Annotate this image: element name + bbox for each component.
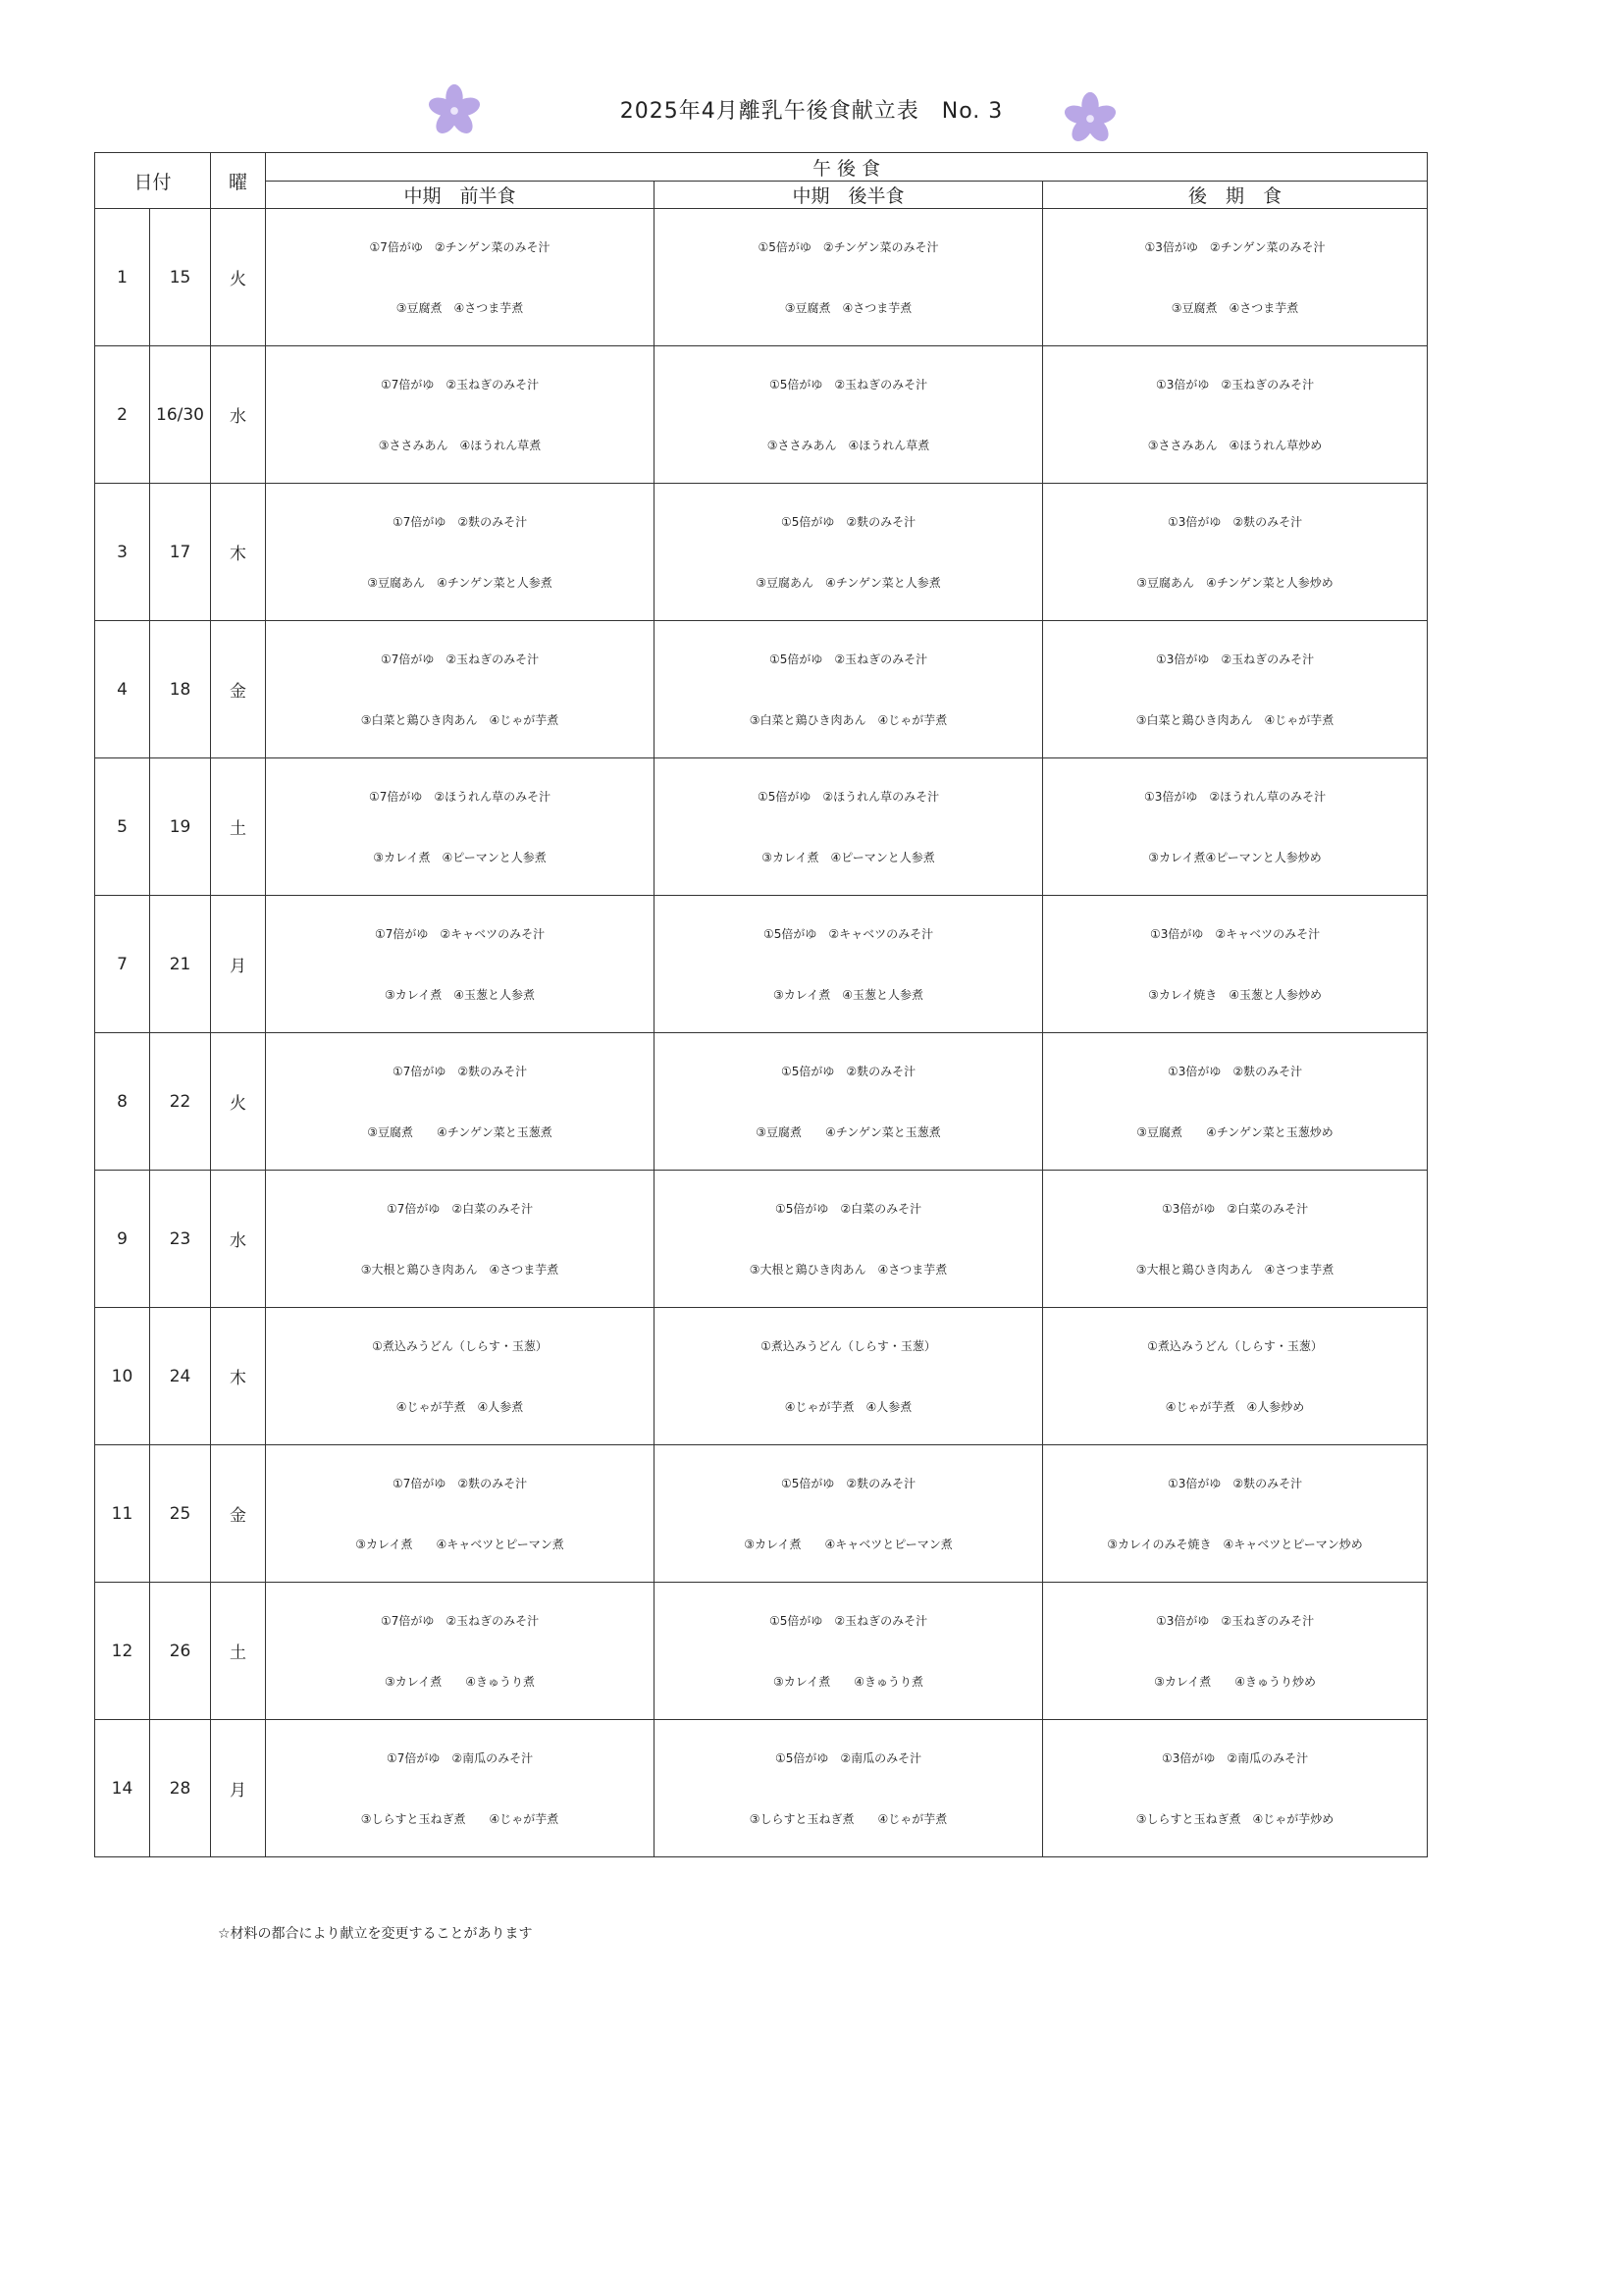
menu-row bbox=[95, 209, 1428, 346]
row-weekday: 月 bbox=[211, 1720, 266, 1857]
meal-line-staple-soup: ①5倍がゆ ②麩のみそ汁 bbox=[780, 1064, 916, 1078]
meal-line-staple-soup: ①5倍がゆ ②麩のみそ汁 bbox=[780, 1476, 916, 1490]
menu-row bbox=[95, 1445, 1428, 1583]
meal-line-staple-soup: ①3倍がゆ ②玉ねぎのみそ汁 bbox=[1155, 377, 1315, 391]
meal-line-staple-soup: ①3倍がゆ ②玉ねぎのみそ汁 bbox=[1155, 652, 1315, 666]
meal-line-staple-soup: ①7倍がゆ ②チンゲン菜のみそ汁 bbox=[369, 239, 550, 254]
meal-line-sides: ③ささみあん ④ほうれん草煮 bbox=[378, 438, 542, 452]
meal-line-staple-soup: ①3倍がゆ ②麩のみそ汁 bbox=[1167, 1064, 1303, 1078]
menu-row bbox=[95, 1171, 1428, 1308]
meal-cell-s3 bbox=[1043, 621, 1428, 758]
meal-line-staple-soup: ①5倍がゆ ②南瓜のみそ汁 bbox=[774, 1750, 922, 1765]
meal-line-sides: ③白菜と鶏ひき肉あん ④じゃが芋煮 bbox=[360, 712, 559, 727]
meal-line-sides: ④じゃが芋煮 ④人参煮 bbox=[395, 1399, 524, 1414]
page-title: 2025年4月離乳午後食献立表 No. 3 bbox=[619, 99, 1004, 124]
meal-line-sides: ③カレイのみそ焼き ④キャベツとピーマン炒め bbox=[1107, 1537, 1363, 1551]
header-stage-late: 後 期 食 bbox=[1043, 182, 1428, 209]
header-date: 日付 bbox=[95, 153, 211, 209]
menu-row bbox=[95, 1720, 1428, 1857]
row-date: 19 bbox=[150, 758, 211, 896]
meal-line-sides: ③豆腐あん ④チンゲン菜と人参煮 bbox=[367, 575, 552, 590]
row-number: 12 bbox=[95, 1583, 150, 1720]
meal-line-staple-soup: ①煮込みうどん（しらす・玉葱） bbox=[760, 1338, 936, 1353]
row-date: 23 bbox=[150, 1171, 211, 1308]
meal-cell-s2 bbox=[654, 1033, 1043, 1171]
menu-row bbox=[95, 758, 1428, 896]
meal-line-sides: ④じゃが芋煮 ④人参炒め bbox=[1165, 1399, 1305, 1414]
meal-line-sides: ③カレイ煮 ④きゅうり煮 bbox=[773, 1674, 923, 1689]
row-number: 9 bbox=[95, 1171, 150, 1308]
header-stage-mid-early: 中期 前半食 bbox=[266, 182, 654, 209]
meal-cell-s1 bbox=[266, 621, 654, 758]
meal-cell-s3 bbox=[1043, 1720, 1428, 1857]
row-number: 11 bbox=[95, 1445, 150, 1583]
meal-line-sides: ③カレイ煮 ④ピーマンと人参煮 bbox=[761, 850, 935, 864]
meal-cell-s3 bbox=[1043, 1445, 1428, 1583]
meal-line-staple-soup: ①3倍がゆ ②麩のみそ汁 bbox=[1167, 1476, 1303, 1490]
meal-cell-s3 bbox=[1043, 1308, 1428, 1445]
meal-line-staple-soup: ①5倍がゆ ②キャベツのみそ汁 bbox=[762, 926, 934, 941]
meal-line-sides: ③豆腐煮 ④さつま芋煮 bbox=[1171, 300, 1299, 315]
row-weekday: 木 bbox=[211, 1308, 266, 1445]
meal-line-staple-soup: ①7倍がゆ ②キャベツのみそ汁 bbox=[374, 926, 546, 941]
meal-line-staple-soup: ①3倍がゆ ②麩のみそ汁 bbox=[1167, 514, 1303, 529]
meal-line-sides: ③しらすと玉ねぎ煮 ④じゃが芋煮 bbox=[360, 1811, 559, 1826]
meal-cell-s3 bbox=[1043, 346, 1428, 484]
row-number: 14 bbox=[95, 1720, 150, 1857]
row-number: 2 bbox=[95, 346, 150, 484]
menu-row bbox=[95, 621, 1428, 758]
meal-line-staple-soup: ①5倍がゆ ②ほうれん草のみそ汁 bbox=[757, 789, 940, 804]
footer-note: ☆材料の都合により献立を変更することがあります bbox=[218, 1926, 533, 1942]
meal-line-sides: ③しらすと玉ねぎ煮 ④じゃが芋炒め bbox=[1135, 1811, 1335, 1826]
meal-line-sides: ③ささみあん ④ほうれん草煮 bbox=[766, 438, 930, 452]
meal-cell-s2 bbox=[654, 896, 1043, 1033]
meal-line-staple-soup: ①煮込みうどん（しらす・玉葱） bbox=[372, 1338, 548, 1353]
meal-line-staple-soup: ①3倍がゆ ②南瓜のみそ汁 bbox=[1161, 1750, 1309, 1765]
row-date: 25 bbox=[150, 1445, 211, 1583]
meal-cell-s1 bbox=[266, 758, 654, 896]
row-date: 22 bbox=[150, 1033, 211, 1171]
meal-line-staple-soup: ①3倍がゆ ②ほうれん草のみそ汁 bbox=[1143, 789, 1327, 804]
menu-table bbox=[94, 152, 1428, 1857]
row-weekday: 火 bbox=[211, 209, 266, 346]
meal-line-staple-soup: ①5倍がゆ ②玉ねぎのみそ汁 bbox=[768, 377, 928, 391]
meal-line-sides: ③白菜と鶏ひき肉あん ④じゃが芋煮 bbox=[1135, 712, 1335, 727]
row-weekday: 土 bbox=[211, 1583, 266, 1720]
meal-cell-s2 bbox=[654, 1171, 1043, 1308]
meal-cell-s1 bbox=[266, 1033, 654, 1171]
meal-line-staple-soup: ①7倍がゆ ②玉ねぎのみそ汁 bbox=[380, 1613, 540, 1628]
meal-cell-s1 bbox=[266, 1171, 654, 1308]
row-number: 1 bbox=[95, 209, 150, 346]
meal-cell-s2 bbox=[654, 621, 1043, 758]
meal-line-staple-soup: ①5倍がゆ ②麩のみそ汁 bbox=[780, 514, 916, 529]
row-number: 8 bbox=[95, 1033, 150, 1171]
row-date: 26 bbox=[150, 1583, 211, 1720]
meal-cell-s1 bbox=[266, 1308, 654, 1445]
meal-line-staple-soup: ①7倍がゆ ②玉ねぎのみそ汁 bbox=[380, 377, 540, 391]
row-weekday: 火 bbox=[211, 1033, 266, 1171]
meal-line-sides: ③カレイ煮 ④玉葱と人参煮 bbox=[385, 987, 535, 1002]
meal-cell-s3 bbox=[1043, 1171, 1428, 1308]
meal-cell-s2 bbox=[654, 346, 1043, 484]
row-weekday: 金 bbox=[211, 621, 266, 758]
meal-line-sides: ③しらすと玉ねぎ煮 ④じゃが芋煮 bbox=[749, 1811, 948, 1826]
meal-cell-s3 bbox=[1043, 1583, 1428, 1720]
menu-row bbox=[95, 1033, 1428, 1171]
meal-line-sides: ③豆腐煮 ④さつま芋煮 bbox=[395, 300, 524, 315]
meal-line-sides: ③ささみあん ④ほうれん草炒め bbox=[1147, 438, 1323, 452]
meal-line-sides: ③豆腐煮 ④チンゲン菜と玉葱煮 bbox=[756, 1124, 941, 1139]
meal-cell-s1 bbox=[266, 1445, 654, 1583]
row-date: 17 bbox=[150, 484, 211, 621]
row-weekday: 木 bbox=[211, 484, 266, 621]
header-weekday: 曜 bbox=[211, 153, 266, 209]
row-weekday: 金 bbox=[211, 1445, 266, 1583]
row-date: 18 bbox=[150, 621, 211, 758]
meal-cell-s1 bbox=[266, 1720, 654, 1857]
meal-line-sides: ③豆腐煮 ④チンゲン菜と玉葱炒め bbox=[1136, 1124, 1334, 1139]
row-weekday: 土 bbox=[211, 758, 266, 896]
meal-cell-s2 bbox=[654, 484, 1043, 621]
meal-line-sides: ③カレイ煮④ピーマンと人参炒め bbox=[1148, 850, 1322, 864]
meal-line-staple-soup: ①5倍がゆ ②白菜のみそ汁 bbox=[774, 1201, 922, 1216]
row-number: 10 bbox=[95, 1308, 150, 1445]
meal-line-sides: ③カレイ煮 ④きゅうり炒め bbox=[1154, 1674, 1316, 1689]
meal-cell-s3 bbox=[1043, 209, 1428, 346]
menu-row bbox=[95, 1308, 1428, 1445]
row-number: 3 bbox=[95, 484, 150, 621]
menu-row bbox=[95, 896, 1428, 1033]
meal-cell-s3 bbox=[1043, 1033, 1428, 1171]
meal-line-sides: ③カレイ焼き ④玉葱と人参炒め bbox=[1148, 987, 1322, 1002]
row-number: 4 bbox=[95, 621, 150, 758]
row-date: 15 bbox=[150, 209, 211, 346]
meal-line-sides: ③豆腐煮 ④さつま芋煮 bbox=[784, 300, 913, 315]
menu-row bbox=[95, 346, 1428, 484]
meal-cell-s1 bbox=[266, 1583, 654, 1720]
meal-line-sides: ③大根と鶏ひき肉あん ④さつま芋煮 bbox=[749, 1262, 948, 1277]
meal-line-staple-soup: ①3倍がゆ ②玉ねぎのみそ汁 bbox=[1155, 1613, 1315, 1628]
row-date: 24 bbox=[150, 1308, 211, 1445]
row-date: 28 bbox=[150, 1720, 211, 1857]
meal-line-sides: ③白菜と鶏ひき肉あん ④じゃが芋煮 bbox=[749, 712, 948, 727]
meal-line-staple-soup: ①7倍がゆ ②玉ねぎのみそ汁 bbox=[380, 652, 540, 666]
menu-row bbox=[95, 1583, 1428, 1720]
meal-cell-s1 bbox=[266, 209, 654, 346]
meal-line-sides: ③カレイ煮 ④キャベツとピーマン煮 bbox=[355, 1537, 564, 1551]
meal-line-staple-soup: ①5倍がゆ ②玉ねぎのみそ汁 bbox=[768, 652, 928, 666]
meal-line-staple-soup: ①7倍がゆ ②ほうれん草のみそ汁 bbox=[368, 789, 551, 804]
meal-line-staple-soup: ①7倍がゆ ②南瓜のみそ汁 bbox=[386, 1750, 534, 1765]
row-number: 7 bbox=[95, 896, 150, 1033]
menu-row bbox=[95, 484, 1428, 621]
row-weekday: 水 bbox=[211, 346, 266, 484]
meal-line-sides: ③カレイ煮 ④ピーマンと人参煮 bbox=[373, 850, 547, 864]
row-weekday: 月 bbox=[211, 896, 266, 1033]
meal-line-sides: ③豆腐あん ④チンゲン菜と人参炒め bbox=[1136, 575, 1334, 590]
meal-cell-s1 bbox=[266, 896, 654, 1033]
meal-cell-s3 bbox=[1043, 896, 1428, 1033]
meal-cell-s3 bbox=[1043, 758, 1428, 896]
meal-line-sides: ④じゃが芋煮 ④人参煮 bbox=[784, 1399, 913, 1414]
header-afternoon-meal: 午 後 食 bbox=[266, 153, 1428, 182]
meal-cell-s2 bbox=[654, 1445, 1043, 1583]
meal-line-staple-soup: ①7倍がゆ ②麩のみそ汁 bbox=[392, 1476, 528, 1490]
menu-body bbox=[95, 209, 1428, 1857]
row-number: 5 bbox=[95, 758, 150, 896]
row-weekday: 水 bbox=[211, 1171, 266, 1308]
meal-cell-s3 bbox=[1043, 484, 1428, 621]
meal-line-staple-soup: ①7倍がゆ ②麩のみそ汁 bbox=[392, 1064, 528, 1078]
meal-cell-s1 bbox=[266, 346, 654, 484]
meal-line-staple-soup: ①3倍がゆ ②白菜のみそ汁 bbox=[1161, 1201, 1309, 1216]
meal-line-sides: ③豆腐煮 ④チンゲン菜と玉葱煮 bbox=[367, 1124, 552, 1139]
meal-cell-s2 bbox=[654, 1308, 1043, 1445]
meal-cell-s2 bbox=[654, 209, 1043, 346]
meal-line-sides: ③大根と鶏ひき肉あん ④さつま芋煮 bbox=[1135, 1262, 1335, 1277]
meal-line-sides: ③カレイ煮 ④玉葱と人参煮 bbox=[773, 987, 923, 1002]
meal-line-staple-soup: ①7倍がゆ ②麩のみそ汁 bbox=[392, 514, 528, 529]
meal-line-staple-soup: ①7倍がゆ ②白菜のみそ汁 bbox=[386, 1201, 534, 1216]
meal-line-staple-soup: ①煮込みうどん（しらす・玉葱） bbox=[1147, 1338, 1323, 1353]
meal-line-sides: ③大根と鶏ひき肉あん ④さつま芋煮 bbox=[360, 1262, 559, 1277]
meal-line-sides: ③カレイ煮 ④キャベツとピーマン煮 bbox=[744, 1537, 953, 1551]
meal-line-staple-soup: ①5倍がゆ ②チンゲン菜のみそ汁 bbox=[758, 239, 939, 254]
header-stage-mid-late: 中期 後半食 bbox=[654, 182, 1043, 209]
meal-cell-s2 bbox=[654, 758, 1043, 896]
meal-line-staple-soup: ①3倍がゆ ②チンゲン菜のみそ汁 bbox=[1144, 239, 1326, 254]
meal-line-sides: ③豆腐あん ④チンゲン菜と人参煮 bbox=[756, 575, 941, 590]
meal-line-staple-soup: ①3倍がゆ ②キャベツのみそ汁 bbox=[1149, 926, 1321, 941]
row-date: 21 bbox=[150, 896, 211, 1033]
meal-cell-s2 bbox=[654, 1583, 1043, 1720]
meal-line-staple-soup: ①5倍がゆ ②玉ねぎのみそ汁 bbox=[768, 1613, 928, 1628]
meal-cell-s2 bbox=[654, 1720, 1043, 1857]
row-date: 16/30 bbox=[150, 346, 211, 484]
meal-cell-s1 bbox=[266, 484, 654, 621]
meal-line-sides: ③カレイ煮 ④きゅうり煮 bbox=[385, 1674, 535, 1689]
